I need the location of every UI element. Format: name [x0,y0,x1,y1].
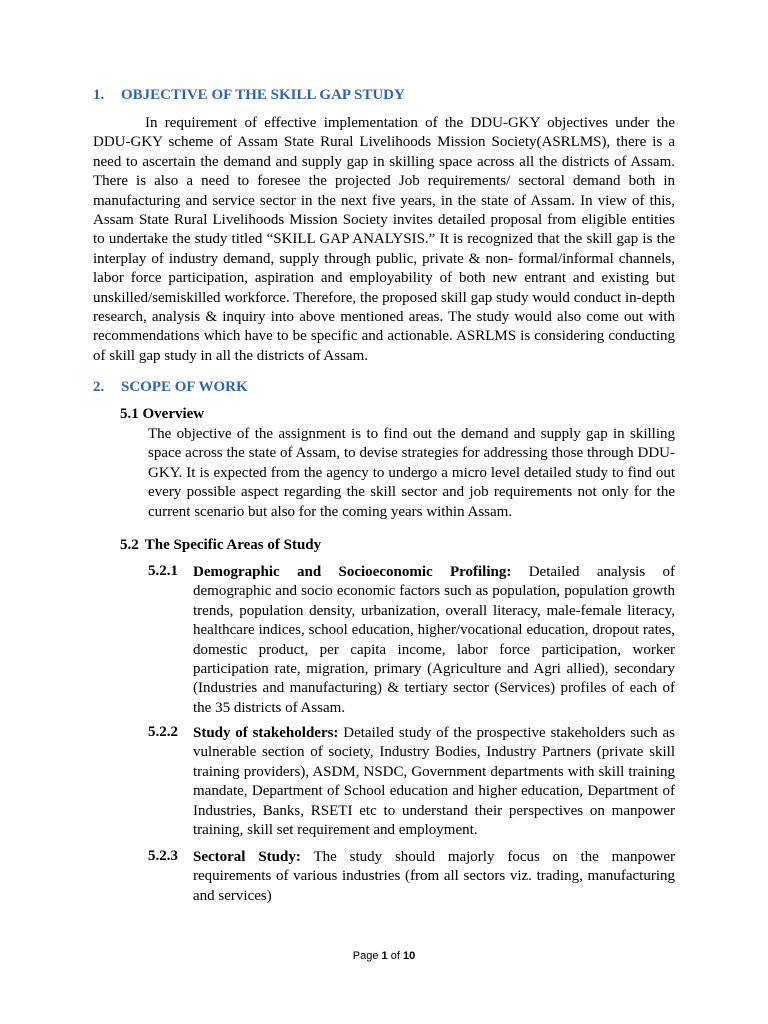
list-item-sectoral-study [193,848,675,906]
section-1-number: 1. [93,87,105,103]
list-item-demographic-profiling [193,563,675,718]
item-title: Demographic and Socioeconomic Profiling: [193,564,512,580]
specific-areas-number: 5.2 [120,537,139,553]
footer-current-page: 1 [381,950,388,962]
section-2-number: 2. [93,379,105,395]
overview-paragraph: The objective of the assignment is to find out the demand and supply gap in skilling space across the state of Assam, to devise strategies for addressing those through DDU-GKY. It is expected from the agency to undergo a micro level detailed study to find out every possible aspect regarding the skill sector and job requirements not only for the current scenario but also for the coming years within Assam. [148,426,675,520]
item-number: 5.2.1 [148,563,178,579]
section-2-heading [93,379,248,396]
footer-separator: of [390,950,400,962]
item-title: Study of stakeholders: [193,725,339,741]
specific-areas-heading [120,537,321,554]
footer-prefix: Page [352,950,379,962]
footer-total-pages: 10 [402,950,416,962]
section-2-title: SCOPE OF WORK [121,379,248,395]
item-number: 5.2.3 [148,848,178,864]
section-1-heading [93,87,405,104]
item-number: 5.2.2 [148,724,178,740]
item-text: Detailed study of the prospective stakeholders such as vulnerable section of society, Industry Bodies, Industry Partners (private skill training providers), ASDM, NSDC, Government departments with skill training mandate, Department of School education and higher education, Department of Industries, Banks, RSETI etc to understand their perspectives on manpower training, skill set requirement and employment. [193,725,675,839]
list-item-stakeholders [193,724,675,840]
section-1-paragraph: In requirement of effective implementation of the DDU-GKY objectives under the DDU-GKY scheme of Assam State Rural Livelihoods Mission Society(ASRLMS), there is a need to ascertain the demand and supply gap in skilling space across all the districts of Assam. There is also a need to foresee the projected Job requirements/ sectoral demand both in manufacturing and service sector in the next five years, in the state of Assam. In view of this, Assam State Rural Livelihoods Mission Society invites detailed proposal from eligible entities to undertake the study titled “SKILL GAP ANALYSIS.” It is recognized that the skill gap is the interplay of industry demand, supply through public, private & non- formal/informal channels, labor force participation, aspiration and employability of both new entrant and existing but unskilled/semiskilled workforce. Therefore, the proposed skill gap study would conduct in-depth research, analysis & inquiry into above mentioned areas. The study would also come out with recommendations which have to be specific and actionable. ASRLMS is considering conducting of skill gap study in all the districts of Assam. [93,115,675,364]
specific-areas-title: The Specific Areas of Study [144,537,322,553]
section-1-title: OBJECTIVE OF THE SKILL GAP STUDY [121,87,405,103]
item-text: Detailed analysis of demographic and socio economic factors such as population, population growth trends, population density, urbanization, overall literacy, male-female literacy, healthcare indices, school education, higher/vocational education, dropout rates, domestic product, per capita income, labor force participation, worker participation rate, migration, primary (Agriculture and Agri allied), secondary (Industries and manufacturing) & tertiary sector (Services) profiles of each of the 35 districts of Assam. [193,564,675,716]
item-title: Sectoral Study: [193,849,301,865]
item-text: The study should majorly focus on the manpower requirements of various industries (from all sectors viz. trading, manufacturing and services) [193,849,675,904]
page-number-footer [0,950,768,962]
overview-heading: 5.1 Overview [120,406,205,422]
